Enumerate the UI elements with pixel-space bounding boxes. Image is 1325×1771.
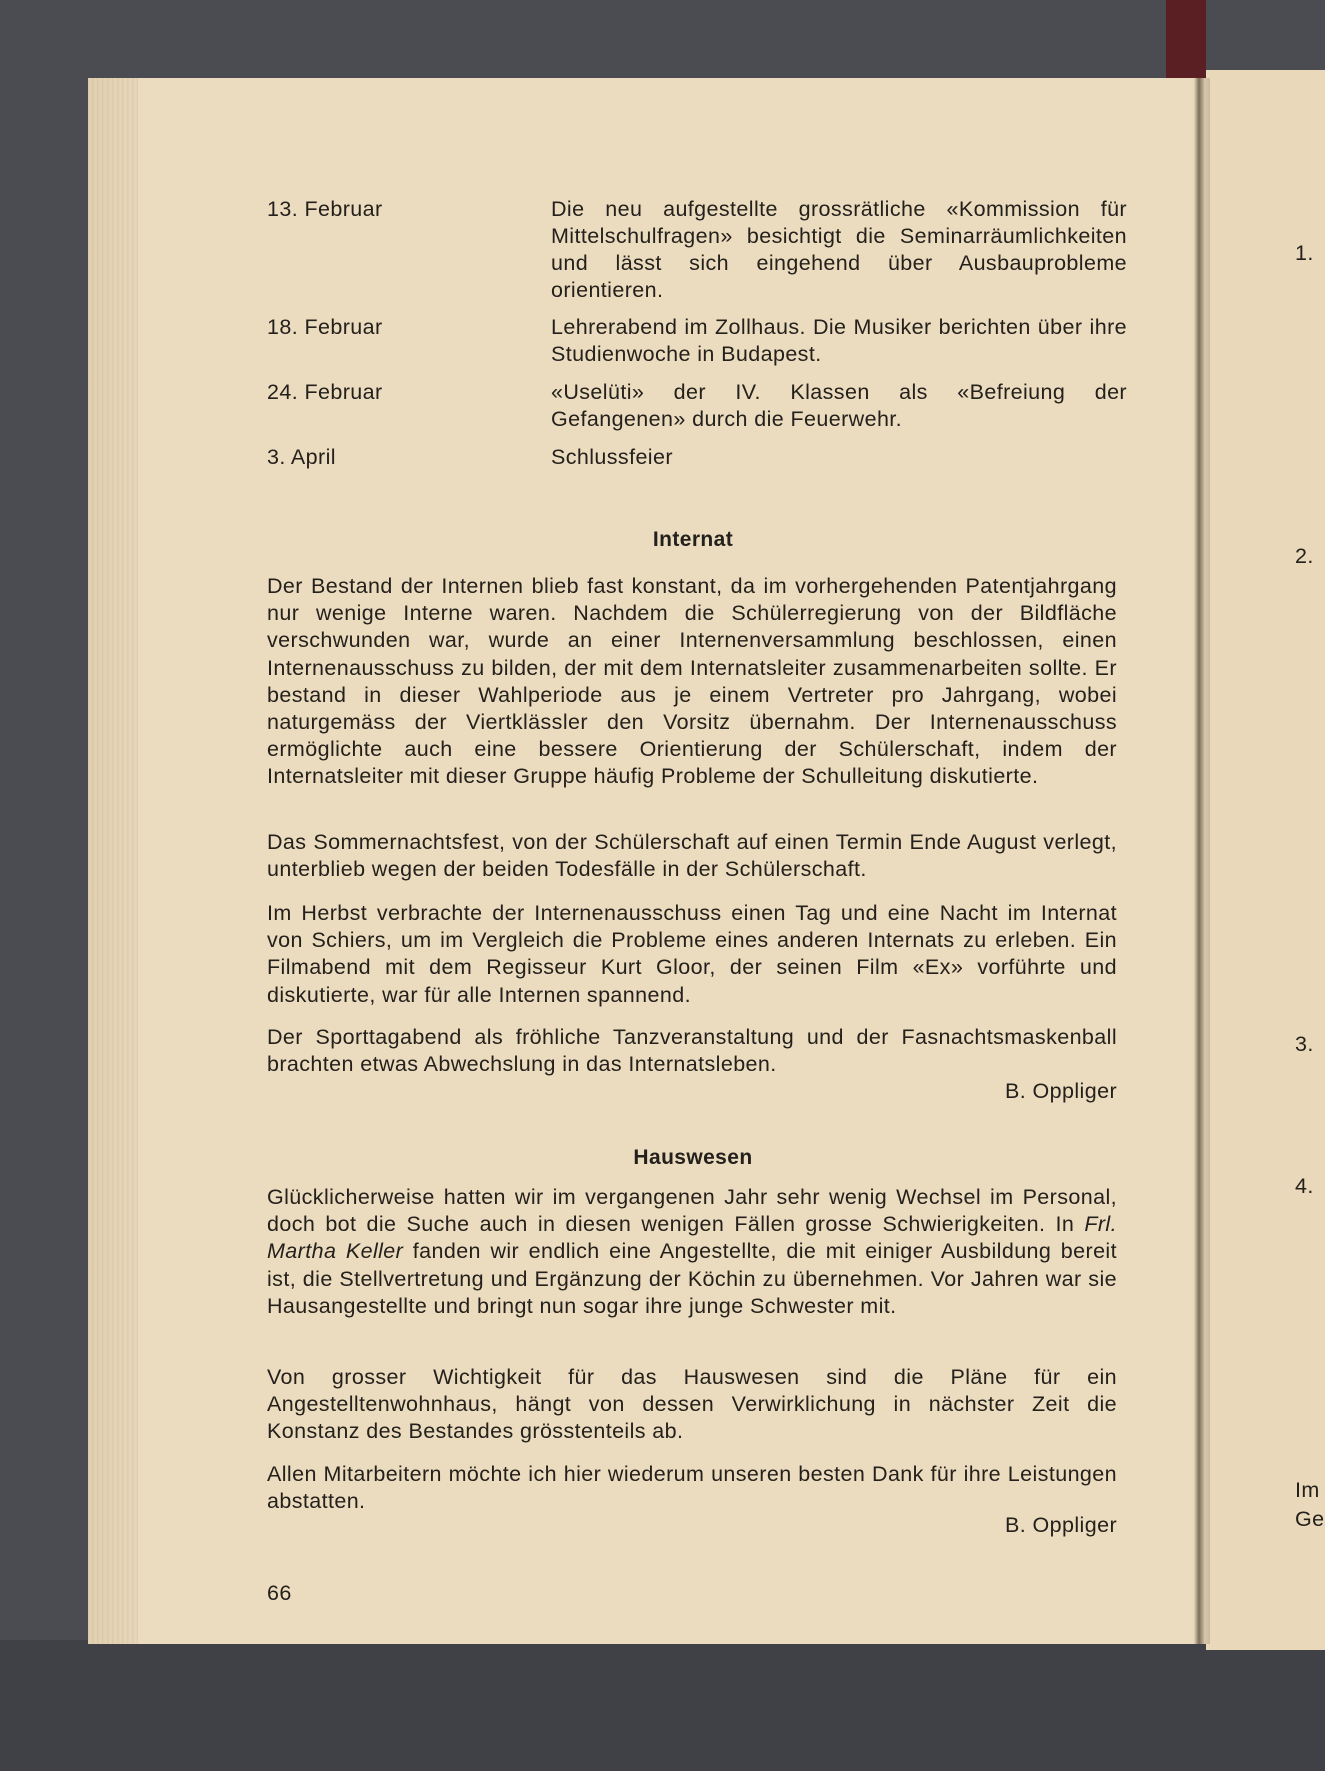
entry-description: Die neu aufgestellte grossrätliche «Kommission für Mittelschulfragen» besichtigt die Seminarräumlichkeiten und lässt sich eingehend über Ausbauprobleme orientieren. [551, 197, 1127, 302]
paragraph-text: fanden wir endlich eine Angestellte, die mit einiger Ausbildung bereit ist, die Stellvertretung und Ergänzung der Köchin zu übernehmen. Vor Jahren war sie Hausangestellte und bringt nun sogar ihre junge Schwester mit. [267, 1239, 1117, 1318]
entry-date: 24. Februar [267, 380, 383, 404]
entry-date: 3. April [267, 445, 336, 469]
internat-paragraph: Der Bestand der Internen blieb fast konstant, da im vorhergehenden Patentjahrgang nur wenige Interne waren. Nachdem die Schülerregierung von der Bildfläche verschwunden war, wurde an einer Internenversammlung beschlossen, einen Internenausschuss zu bilden, der mit dem Internatsleiter zusammenarbeiten sollte. Er bestand in dieser Wahlperiode aus je einem Vertreter pro Jahrgang, wobei naturgemäss der Viertklässler den Vorsitz übernahm. Der Internenausschuss ermöglichte auch eine bessere Orientierung der Schülerschaft, indem der Internatsleiter mit dieser Gruppe häufig Probleme der Schulleitung diskutierte. [267, 574, 1117, 789]
page-number: 66 [267, 1581, 292, 1605]
hauswesen-paragraph [267, 1184, 1117, 1320]
entry-date: 18. Februar [267, 315, 383, 339]
signature: B. Oppliger [1005, 1513, 1117, 1537]
facing-page-marker: 4. [1295, 1174, 1314, 1198]
facing-page [1206, 70, 1325, 1650]
entry-description: Schlussfeier [551, 445, 673, 469]
facing-page-marker: 3. [1295, 1032, 1314, 1056]
person-name: Frl. Martha Keller [267, 1212, 1117, 1264]
signature: B. Oppliger [1005, 1079, 1117, 1103]
entry-date: 13. Februar [267, 197, 383, 221]
section-heading-internat: Internat [652, 528, 734, 551]
entry-description: Lehrerabend im Zollhaus. Die Musiker berichten über ihre Studienwoche in Budapest. [551, 315, 1127, 366]
facing-page-marker: 1. [1295, 241, 1314, 265]
book-gutter [1194, 78, 1204, 1644]
facing-page-marker: 2. [1295, 544, 1314, 568]
paragraph-text: Glücklicherweise hatten wir im vergangenen Jahr sehr wenig Wechsel im Personal, doch bot die Suche auch in diesen wenigen Fällen grosse Schwierigkeiten. In [267, 1185, 1117, 1237]
section-heading-hauswesen: Hauswesen [633, 1146, 753, 1169]
bookmark-ribbon [1166, 0, 1206, 82]
scan-background [0, 1640, 1325, 1771]
facing-page-marker: Im [1295, 1478, 1320, 1502]
hauswesen-paragraph: Von grosser Wichtigkeit für das Hauswesen sind die Pläne für ein Angestelltenwohnhaus, hängt von dessen Verwirklichung in nächster Zeit die Konstanz des Bestandes grösstenteils ab. [267, 1365, 1117, 1444]
facing-page-marker: Ge [1295, 1507, 1325, 1531]
internat-paragraph: Im Herbst verbrachte der Internenausschuss einen Tag und eine Nacht im Internat von Schiers, um im Vergleich die Probleme eines anderen Internats zu erleben. Ein Filmabend mit dem Regisseur Kurt Gloor, der seinen Film «Ex» vorführte und diskutierte, war für alle Internen spannend. [267, 901, 1117, 1007]
internat-paragraph: Das Sommernachtsfest, von der Schülerschaft auf einen Termin Ende August verlegt, unterblieb wegen der beiden Todesfälle in der Schülerschaft. [267, 830, 1117, 882]
entry-description: «Uselüti» der IV. Klassen als «Befreiung der Gefangenen» durch die Feuerwehr. [551, 380, 1127, 431]
internat-paragraph: Der Sporttagabend als fröhliche Tanzveranstaltung und der Fasnachtsmaskenball brachten etwas Abwechslung in das Internatsleben. [267, 1025, 1117, 1077]
page-edges [88, 78, 138, 1644]
hauswesen-paragraph: Allen Mitarbeitern möchte ich hier wiederum unseren besten Dank für ihre Leistungen abstatten. [267, 1462, 1117, 1514]
